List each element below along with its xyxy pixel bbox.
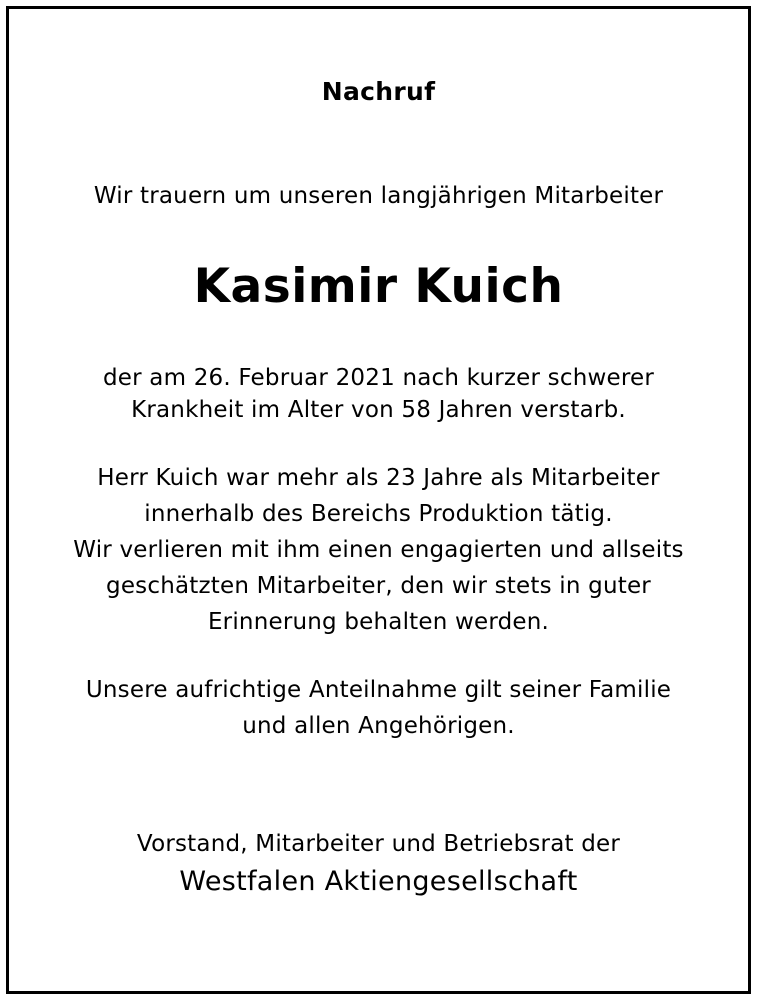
death-details-line-2: Krankheit im Alter von 58 Jahren verstarb. bbox=[131, 397, 626, 423]
tribute-line-3: Wir verlieren mit ihm einen engagierten und allseits bbox=[73, 537, 684, 563]
signature-line: Vorstand, Mitarbeiter und Betriebsrat der bbox=[136, 831, 621, 857]
company-name: Westfalen Aktiengesellschaft bbox=[179, 866, 578, 897]
condolence-line-2: und allen Angehörigen. bbox=[242, 713, 515, 739]
tribute-line-4: geschätzten Mitarbeiter, den wir stets in guter bbox=[106, 573, 651, 599]
tribute-line-2: innerhalb des Bereichs Produktion tätig. bbox=[144, 501, 613, 527]
notice-heading: Nachruf bbox=[321, 77, 436, 106]
deceased-name: Kasimir Kuich bbox=[193, 259, 564, 314]
intro-text: Wir trauern um unseren langjährigen Mitarbeiter bbox=[93, 183, 664, 209]
death-details-line-1: der am 26. Februar 2021 nach kurzer schwerer bbox=[102, 365, 655, 391]
condolence-line-1: Unsere aufrichtige Anteilnahme gilt seiner Familie bbox=[85, 677, 672, 703]
tribute-line-1: Herr Kuich war mehr als 23 Jahre als Mitarbeiter bbox=[97, 465, 660, 491]
tribute-line-5: Erinnerung behalten werden. bbox=[207, 609, 550, 635]
